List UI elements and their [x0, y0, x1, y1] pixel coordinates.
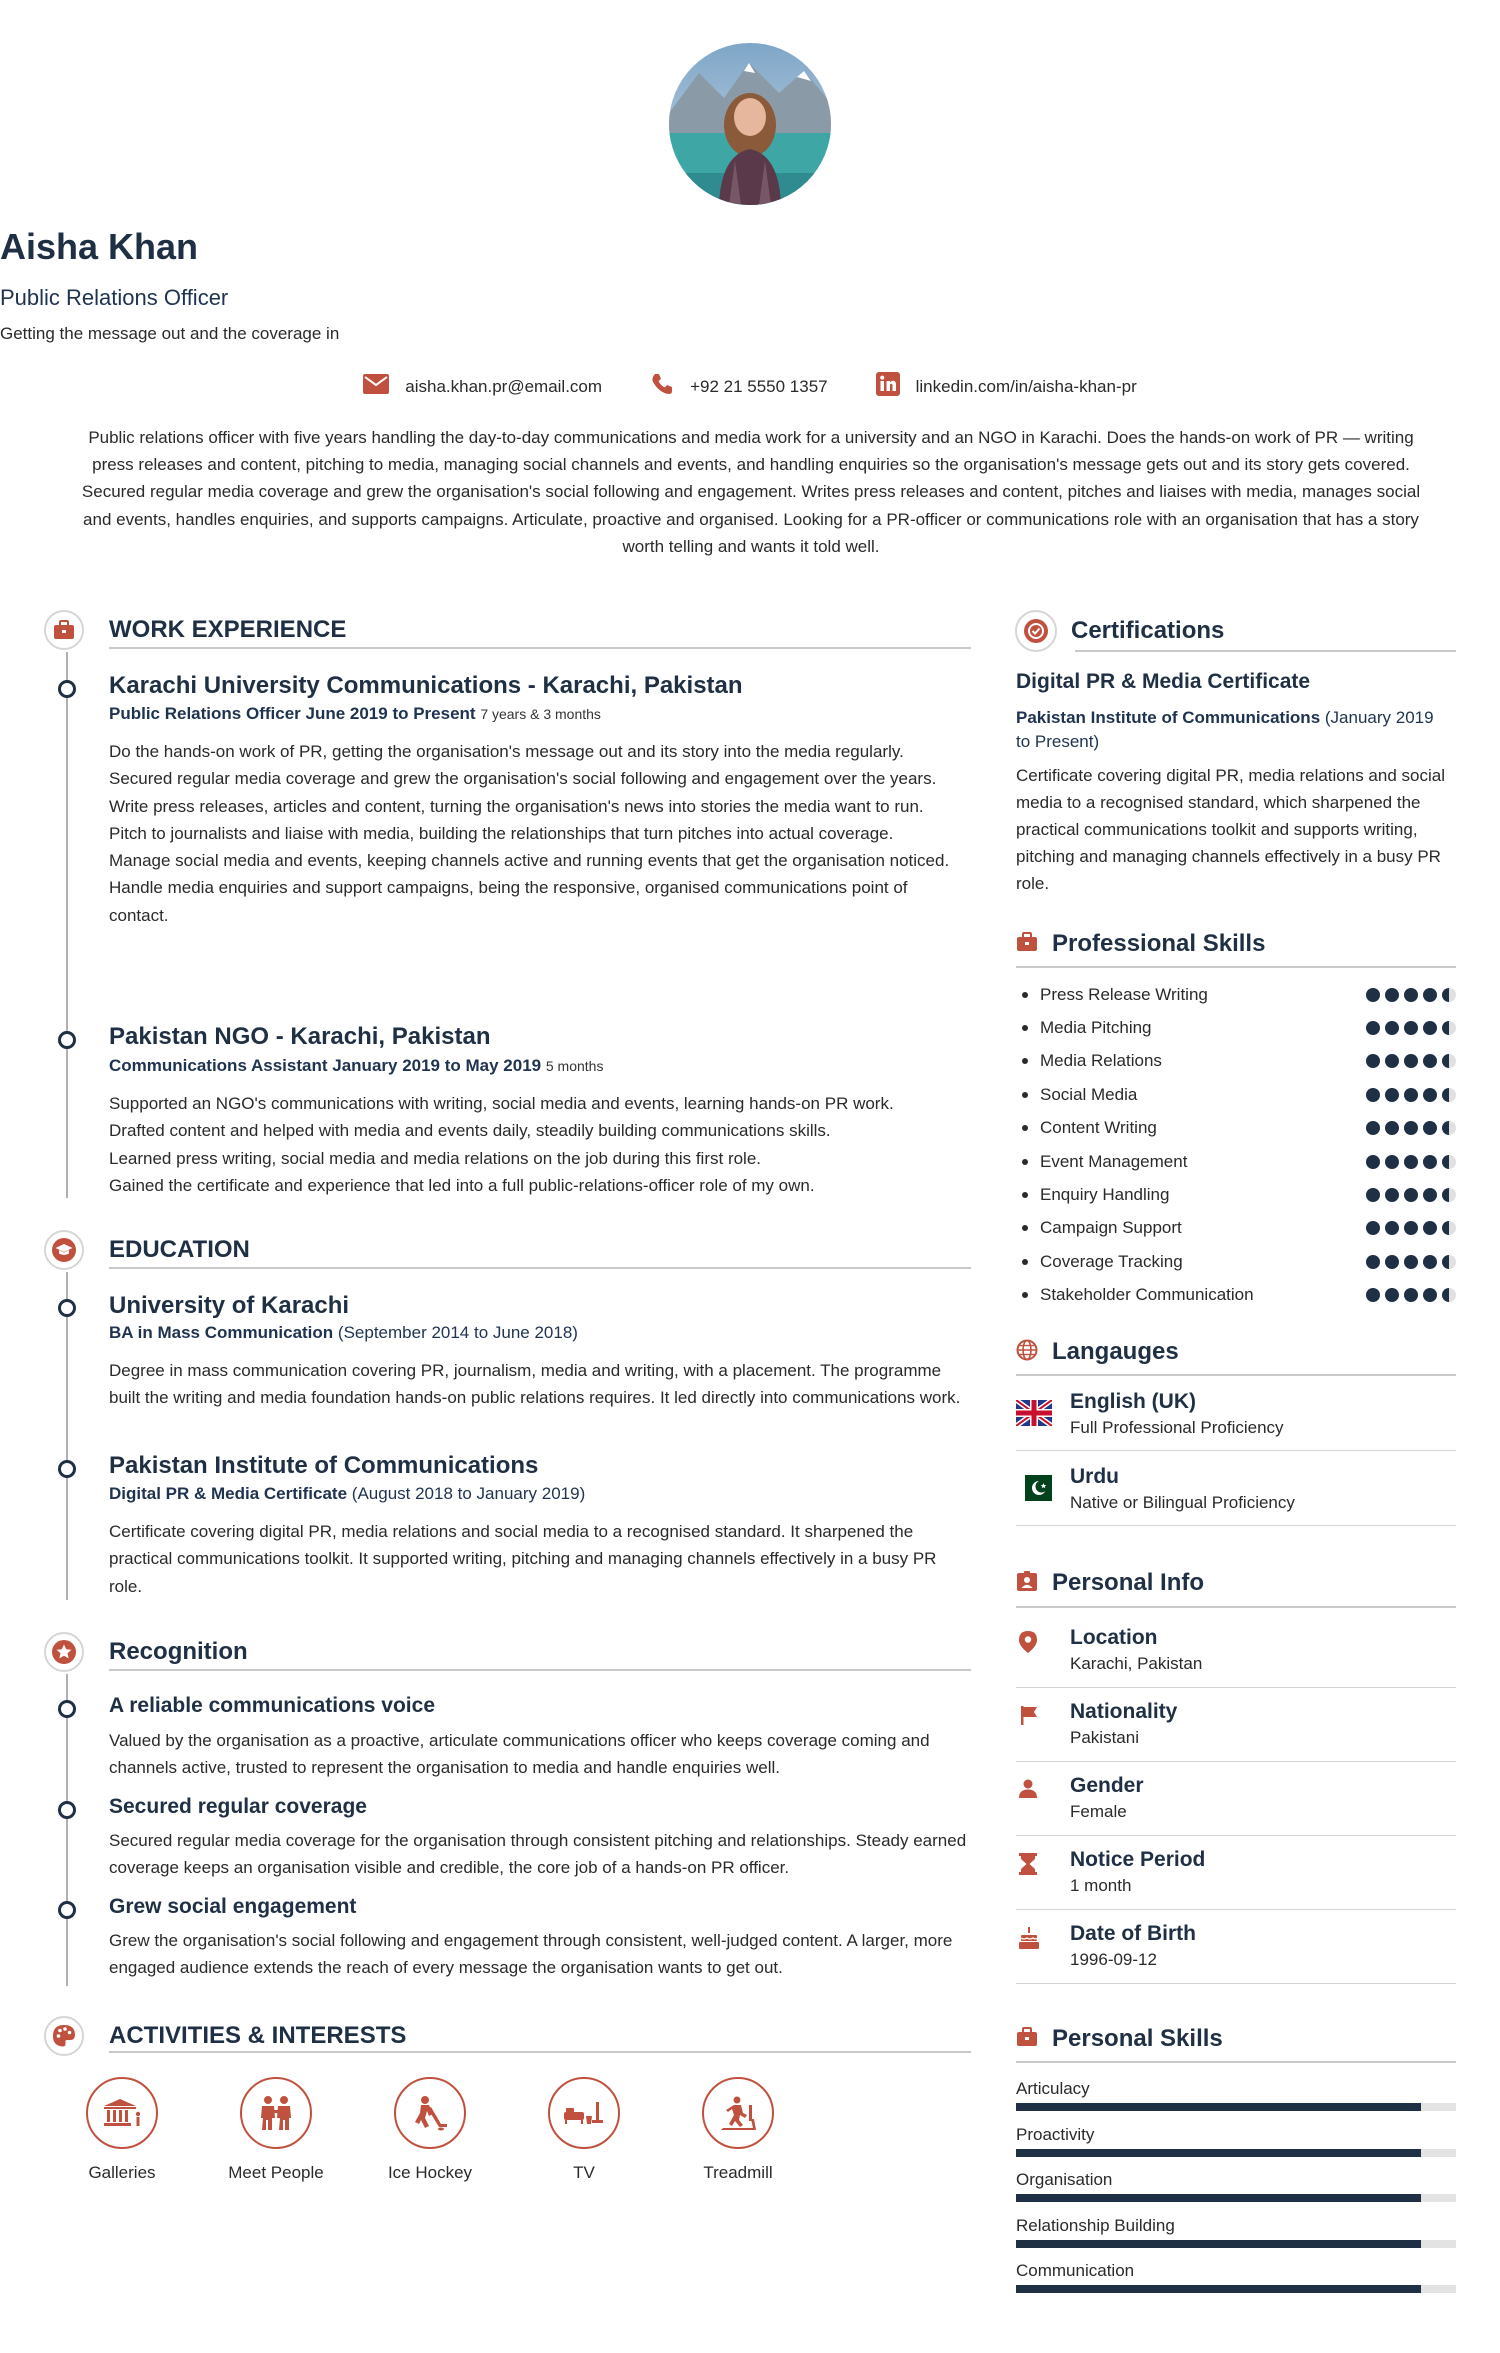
divider	[1016, 1835, 1456, 1836]
job-title-2: Pakistan NGO - Karachi, Pakistan	[109, 1023, 491, 1050]
professional-skill-item	[1016, 1212, 1456, 1245]
professional-skills-rule	[1016, 966, 1456, 968]
info-value: Karachi, Pakistan	[1070, 1654, 1203, 1673]
rating-dot	[1442, 1255, 1456, 1269]
personal-info-item	[1070, 1774, 1456, 1822]
bullet	[1022, 1092, 1028, 1098]
education-header	[44, 1230, 250, 1270]
rating-dot	[1404, 1155, 1418, 1169]
professional-skills-title: Professional Skills	[1052, 930, 1266, 957]
hourglass-icon	[1018, 1852, 1038, 1881]
education-degree-2: Digital PR & Media Certificate (August 2018 to January 2019)	[109, 1484, 586, 1503]
education-degree-1: BA in Mass Communication (September 2014 to June 2018)	[109, 1323, 578, 1342]
activity-galleries	[62, 2077, 182, 2183]
job-line: Manage social media and events, keeping channels active and running events that get the organisation noticed.	[109, 851, 950, 871]
skill-label: Social Media	[1040, 1084, 1138, 1104]
activity-label: Treadmill	[703, 2163, 773, 2182]
rating-dot	[1442, 1188, 1456, 1202]
divider	[1016, 1761, 1456, 1762]
personal-info-item	[1070, 1848, 1456, 1896]
rating-dot	[1423, 1155, 1437, 1169]
skill-label: Press Release Writing	[1040, 984, 1208, 1004]
rating-dot	[1423, 1221, 1437, 1235]
rating-dot	[1366, 988, 1380, 1002]
skill-bar-fill	[1016, 2240, 1421, 2248]
rating-dot	[1442, 1054, 1456, 1068]
skill-label: Media Relations	[1040, 1051, 1162, 1071]
timeline-dot	[58, 1031, 76, 1049]
skill-label: Campaign Support	[1040, 1218, 1182, 1238]
activity-ice-hockey	[370, 2077, 490, 2183]
divider	[1016, 1983, 1456, 1984]
rating-dot	[1385, 1088, 1399, 1102]
timeline-dot	[58, 1460, 76, 1478]
divider	[1016, 1909, 1456, 1910]
phone-contact[interactable]	[650, 372, 828, 401]
person-icon	[1018, 1778, 1038, 1803]
job-line: Drafted content and helped with media and events daily, steadily building communications skills.	[109, 1121, 831, 1141]
rating-dot	[1366, 1255, 1380, 1269]
email-contact[interactable]	[363, 372, 602, 401]
skill-bar	[1016, 2240, 1456, 2248]
education-title-1: University of Karachi	[109, 1292, 350, 1319]
rating-dot	[1442, 988, 1456, 1002]
rating-dot	[1366, 1188, 1380, 1202]
activities-header	[44, 2016, 406, 2056]
recognition-title-2: Secured regular coverage	[109, 1795, 367, 1818]
professional-summary: Public relations officer with five years handling the day-to-day communications and media work for a university and an NGO in Karachi. Does the hands-on work of PR — writing press releases and content, pitching to media, managing social channels and events, and handling enquiries so the organisation's message gets out and its story gets covered. Secured regular media coverage and grew the organisation's social following and engagement. Writes press releases and content, pitches and liaises with media, manages social and events, handles enquiries, and supports campaigns. Articulate, proactive and organised. Looking for a PR-officer or communications role with an organisation that has a story worth telling and wants it told well.	[81, 428, 1421, 556]
skill-bar	[1016, 2149, 1456, 2157]
professional-skills-header	[1016, 930, 1265, 958]
bullet	[1022, 1125, 1028, 1131]
skill-bar	[1016, 2103, 1456, 2111]
skill-rating	[1366, 1155, 1456, 1169]
rating-dot	[1385, 1054, 1399, 1068]
timeline-dot	[58, 680, 76, 698]
activity-meet-people	[216, 2077, 336, 2183]
job-line: Do the hands-on work of PR, getting the organisation's message out and its story into the media regularly.	[109, 742, 904, 761]
activity-label: Galleries	[88, 2163, 156, 2182]
phone-icon	[650, 372, 674, 401]
certificate-description: Certificate covering digital PR, media relations and social media to a recognised standard, which sharpened the practical communications toolkit and supports writing, pitching and managing channels effectively in a busy PR role.	[1016, 766, 1445, 893]
personal-info-item	[1070, 1700, 1456, 1748]
professional-skill-item	[1016, 1078, 1456, 1111]
education-title-2: Pakistan Institute of Communications	[109, 1452, 539, 1479]
rating-dot	[1442, 1288, 1456, 1302]
recognition-description-3: Grew the organisation's social following and engagement through consistent, well-judged content. A larger, more engaged audience extends the reach of every message the organisation wants to get out.	[109, 1931, 953, 1978]
work-timeline	[66, 652, 68, 1198]
timeline-dot	[58, 1700, 76, 1718]
info-label: Notice Period	[1070, 1848, 1206, 1871]
skill-rating	[1366, 1121, 1456, 1135]
professional-skill-item	[1016, 1112, 1456, 1145]
briefcase-icon	[1016, 932, 1038, 957]
rating-dot	[1442, 1221, 1456, 1235]
language-level: Native or Bilingual Proficiency	[1070, 1493, 1295, 1512]
job-title: Public Relations Officer	[0, 285, 229, 310]
skill-label: Stakeholder Communication	[1040, 1285, 1254, 1305]
education-description-2: Certificate covering digital PR, media relations and social media to a recognised standard. It sharpened the practical communications toolkit. It supported writing, pitching and managing channels effectively in a busy PR role.	[109, 1522, 937, 1596]
palette-icon	[44, 2016, 84, 2056]
job-line: Pitch to journalists and liaise with media, building the relationships that turn pitches into actual coverage.	[109, 823, 894, 843]
treadmill-icon	[702, 2077, 774, 2149]
personal-skills-header	[1016, 2025, 1223, 2053]
info-value: 1 month	[1070, 1876, 1132, 1895]
rating-dot	[1442, 1121, 1456, 1135]
skill-rating	[1366, 988, 1456, 1002]
rating-dot	[1404, 1121, 1418, 1135]
job-line: Write press releases, articles and content, turning the organisation's news into stories the media want to run.	[109, 796, 924, 816]
timeline-dot	[58, 1801, 76, 1819]
recognition-description-2: Secured regular media coverage for the organisation through consistent pitching and relationships. Steady earned coverage keeps an organisation visible and credible, the core job of a hands-on PR officer.	[109, 1831, 967, 1878]
skill-rating	[1366, 1054, 1456, 1068]
personal-info-item	[1070, 1626, 1456, 1674]
activities-title: ACTIVITIES & INTERESTS	[109, 2022, 407, 2049]
job-line: Handle media enquiries and support campaigns, being the responsive, organised communications point of contact.	[109, 878, 908, 925]
skill-bar	[1016, 2285, 1456, 2293]
language-name: English (UK)	[1070, 1390, 1196, 1413]
activity-label: TV	[573, 2163, 595, 2182]
languages-title: Langauges	[1052, 1338, 1179, 1365]
rating-dot	[1404, 1255, 1418, 1269]
briefcase-icon	[44, 610, 84, 650]
rating-dot	[1385, 1288, 1399, 1302]
skill-bar	[1016, 2194, 1456, 2202]
phone-text[interactable]: +92 21 5550 1357	[690, 376, 828, 396]
activity-treadmill	[678, 2077, 798, 2183]
job-role-2: Communications Assistant January 2019 to May 2019 5 months	[109, 1056, 604, 1075]
language-name: Urdu	[1070, 1465, 1119, 1488]
flag-icon	[1018, 1704, 1040, 1731]
profile-photo	[669, 43, 831, 205]
personal-skill-item	[1016, 2170, 1456, 2202]
linkedin-text[interactable]: linkedin.com/in/aisha-khan-pr	[915, 376, 1137, 396]
personal-skills-title: Personal Skills	[1052, 2025, 1223, 2052]
recognition-title-1: A reliable communications voice	[109, 1694, 435, 1717]
skill-rating	[1366, 1221, 1456, 1235]
professional-skill-item	[1016, 1045, 1456, 1078]
certifications-header	[1015, 610, 1224, 652]
bullet	[1022, 1225, 1028, 1231]
rating-dot	[1423, 1021, 1437, 1035]
certificate-badge-icon	[1015, 610, 1057, 652]
rating-dot	[1404, 1288, 1418, 1302]
professional-skill-item	[1016, 1178, 1456, 1211]
skill-label: Articulacy	[1016, 2079, 1090, 2098]
divider	[1016, 1450, 1456, 1451]
job-line: Secured regular media coverage and grew the organisation's social following and engagement over the years.	[109, 769, 937, 789]
globe-icon	[1016, 1339, 1038, 1366]
professional-skill-item	[1016, 1145, 1456, 1178]
info-value: Female	[1070, 1802, 1127, 1821]
professional-skill-item	[1016, 1279, 1456, 1312]
certificate-name: Digital PR & Media Certificate	[1016, 670, 1311, 693]
recognition-rule	[109, 1669, 971, 1671]
personal-info-title: Personal Info	[1052, 1569, 1205, 1596]
languages-rule	[1016, 1374, 1456, 1376]
professional-skill-item	[1016, 1245, 1456, 1278]
rating-dot	[1404, 1021, 1418, 1035]
activity-label: Ice Hockey	[387, 2163, 473, 2182]
bullet	[1022, 1159, 1028, 1165]
job-title-1: Karachi University Communications - Karachi, Pakistan	[109, 672, 743, 699]
recognition-timeline	[66, 1674, 68, 1986]
skill-bar-fill	[1016, 2103, 1421, 2111]
skill-bar-fill	[1016, 2285, 1421, 2293]
certificate-issuer: Pakistan Institute of Communications (January 2019 to Present)	[1016, 708, 1434, 751]
skill-rating	[1366, 1021, 1456, 1035]
rating-dot	[1385, 1255, 1399, 1269]
rating-dot	[1366, 1054, 1380, 1068]
job-role-1: Public Relations Officer June 2019 to Present 7 years & 3 months	[109, 704, 601, 723]
rating-dot	[1366, 1088, 1380, 1102]
briefcase-icon	[1016, 2027, 1038, 2052]
language-level: Full Professional Proficiency	[1070, 1418, 1284, 1437]
location-pin-icon	[1018, 1630, 1038, 1659]
info-value: Pakistani	[1070, 1728, 1139, 1747]
job-line: Supported an NGO's communications with writing, social media and events, learning hands-on PR work.	[109, 1094, 894, 1113]
info-value: 1996-09-12	[1070, 1950, 1157, 1969]
rating-dot	[1404, 1088, 1418, 1102]
rating-dot	[1423, 988, 1437, 1002]
activities-rule	[109, 2051, 971, 2053]
divider	[1016, 1525, 1456, 1526]
bullet	[1022, 992, 1028, 998]
linkedin-contact[interactable]	[876, 372, 1137, 401]
skill-bar-fill	[1016, 2194, 1421, 2202]
recognition-title: Recognition	[109, 1638, 248, 1665]
timeline-dot	[58, 1901, 76, 1919]
work-experience-title: WORK EXPERIENCE	[109, 616, 347, 643]
rating-dot	[1385, 1188, 1399, 1202]
rating-dot	[1404, 988, 1418, 1002]
skill-label: Organisation	[1016, 2170, 1113, 2189]
recognition-description-1: Valued by the organisation as a proactive, articulate communications officer who keeps coverage coming and channels active, trusted to represent the organisation to media and handle enquiries well.	[109, 1731, 930, 1778]
skill-label: Communication	[1016, 2261, 1135, 2280]
award-star-icon	[44, 1632, 84, 1672]
rating-dot	[1385, 1155, 1399, 1169]
skill-rating	[1366, 1255, 1456, 1269]
languages-header	[1016, 1338, 1179, 1366]
rating-dot	[1423, 1088, 1437, 1102]
rating-dot	[1366, 1121, 1380, 1135]
activity-label: Meet People	[228, 2163, 324, 2182]
personal-info-item	[1070, 1922, 1456, 1970]
people-icon	[240, 2077, 312, 2149]
email-icon	[363, 374, 389, 399]
personal-skill-item	[1016, 2079, 1456, 2111]
bullet	[1022, 1058, 1028, 1064]
id-card-icon	[1016, 1570, 1038, 1597]
skill-label: Event Management	[1040, 1151, 1188, 1171]
recognition-header	[44, 1632, 248, 1672]
museum-icon	[86, 2077, 158, 2149]
contact-bar	[0, 372, 1500, 401]
bullet	[1022, 1192, 1028, 1198]
rating-dot	[1366, 1021, 1380, 1035]
skill-rating	[1366, 1088, 1456, 1102]
job-line: Gained the certificate and experience that led into a full public-relations-officer role of my own.	[109, 1175, 815, 1195]
tagline: Getting the message out and the coverage in	[0, 324, 340, 343]
certifications-title: Certifications	[1071, 617, 1225, 644]
personal-info-header	[1016, 1569, 1204, 1597]
activity-tv	[524, 2077, 644, 2183]
education-description-1: Degree in mass communication covering PR, journalism, media and writing, with a placement. The programme built the writing and media foundation hands-on public relations requires. It led directly into communications work.	[109, 1361, 961, 1408]
personal-skills-rule	[1016, 2061, 1456, 2063]
rating-dot	[1404, 1054, 1418, 1068]
candidate-name: Aisha Khan	[0, 226, 199, 267]
job-description-2	[109, 1090, 971, 1199]
professional-skill-item	[1016, 978, 1456, 1011]
rating-dot	[1423, 1054, 1437, 1068]
hockey-icon	[394, 2077, 466, 2149]
skill-label: Enquiry Handling	[1040, 1185, 1170, 1205]
info-label: Location	[1070, 1626, 1158, 1649]
language-urdu	[1070, 1465, 1456, 1513]
rating-dot	[1385, 1221, 1399, 1235]
skill-rating	[1366, 1188, 1456, 1202]
graduation-cap-icon	[44, 1230, 84, 1270]
rating-dot	[1423, 1255, 1437, 1269]
rating-dot	[1385, 1121, 1399, 1135]
rating-dot	[1366, 1155, 1380, 1169]
rating-dot	[1366, 1288, 1380, 1302]
rating-dot	[1385, 988, 1399, 1002]
bullet	[1022, 1292, 1028, 1298]
rating-dot	[1385, 1021, 1399, 1035]
rating-dot	[1423, 1188, 1437, 1202]
rating-dot	[1404, 1188, 1418, 1202]
skill-bar-fill	[1016, 2149, 1421, 2157]
skill-label: Relationship Building	[1016, 2215, 1175, 2235]
personal-info-rule	[1016, 1606, 1456, 1608]
skill-label: Coverage Tracking	[1040, 1251, 1183, 1271]
skill-label: Proactivity	[1016, 2124, 1095, 2144]
language-english	[1070, 1390, 1456, 1438]
bullet	[1022, 1025, 1028, 1031]
rating-dot	[1442, 1021, 1456, 1035]
divider	[1016, 1687, 1456, 1688]
professional-skill-item	[1016, 1011, 1456, 1044]
rating-dot	[1442, 1088, 1456, 1102]
certifications-rule	[1075, 650, 1456, 652]
cake-icon	[1018, 1926, 1040, 1955]
work-rule	[109, 647, 971, 649]
work-experience-header	[44, 610, 346, 650]
timeline-dot	[58, 1299, 76, 1317]
job-description-1	[109, 738, 971, 929]
skill-rating	[1366, 1288, 1456, 1302]
pakistan-flag	[1016, 1475, 1052, 1506]
personal-skill-item	[1016, 2216, 1456, 2248]
info-label: Nationality	[1070, 1700, 1178, 1723]
rating-dot	[1442, 1155, 1456, 1169]
personal-skill-item	[1016, 2125, 1456, 2157]
personal-skill-item	[1016, 2261, 1456, 2293]
rating-dot	[1423, 1288, 1437, 1302]
info-label: Gender	[1070, 1774, 1144, 1797]
education-rule	[109, 1267, 971, 1269]
rating-dot	[1404, 1221, 1418, 1235]
rating-dot	[1423, 1121, 1437, 1135]
tv-icon	[548, 2077, 620, 2149]
bullet	[1022, 1259, 1028, 1265]
email-text[interactable]: aisha.khan.pr@email.com	[405, 376, 603, 396]
rating-dot	[1366, 1221, 1380, 1235]
skill-label: Content Writing	[1040, 1118, 1157, 1138]
recognition-title-3: Grew social engagement	[109, 1895, 357, 1918]
linkedin-icon	[876, 372, 900, 401]
education-title: EDUCATION	[109, 1236, 250, 1263]
education-timeline	[66, 1272, 68, 1600]
info-label: Date of Birth	[1070, 1922, 1196, 1945]
uk-flag	[1016, 1400, 1052, 1431]
job-line: Learned press writing, social media and media relations on the job during this first role.	[109, 1148, 762, 1168]
skill-label: Media Pitching	[1040, 1018, 1152, 1038]
